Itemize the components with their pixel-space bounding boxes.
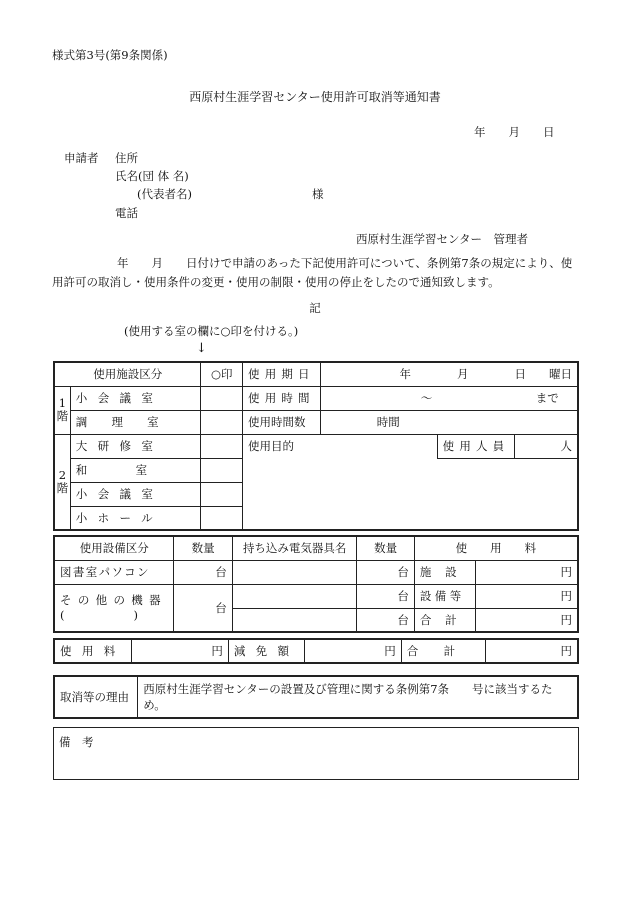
arrow-down-icon: ↓ [196,341,207,356]
mark-cell[interactable] [201,386,243,410]
room-kitchen: 調理室 [70,410,201,434]
representative-label: (代表者名) [137,187,192,201]
hours-value[interactable]: 時間 [320,410,578,434]
discount-label: 減免額 [228,639,305,663]
fee-equipment-label: 設備等 [414,584,476,608]
fee-equipment-value[interactable]: 円 [476,584,578,608]
instruction-text: (使用する室の欄に○印を付ける。) [124,324,299,338]
qty-unit[interactable]: 台 [357,608,414,632]
elec-item[interactable] [232,584,357,608]
fee-facility-label: 施設 [414,560,476,584]
reason-text[interactable] [138,676,578,718]
mark-header: ○印 [201,362,243,386]
people-label: 使用人員 [437,434,515,458]
date-value[interactable]: 年 月 日 曜日 [320,362,578,386]
qty-unit[interactable]: 台 [357,584,414,608]
purpose-field[interactable] [243,458,578,530]
reason-text-line-1: 西原村生涯学習センターの設置及び管理に関する条例第7条 号に該当するた [143,681,553,696]
qty-unit[interactable]: 台 [174,584,232,632]
room-small-hall: 小ホール [70,506,201,530]
floor-2-label: 2階 [54,434,70,530]
issuer: 西原村生涯学習センター 管理者 [356,232,529,246]
fee-facility-value[interactable]: 円 [476,560,578,584]
purpose-label: 使用目的 [243,434,438,458]
equip-other [54,584,174,632]
qty-header: 数量 [174,536,232,560]
form-number: 様式第3号(第9条関係) [52,48,168,62]
fee-value[interactable]: 円 [131,639,228,663]
elec-item[interactable] [232,560,357,584]
facility-table [53,361,579,531]
total-value[interactable]: 円 [486,639,578,663]
hours-label: 使用時間数 [243,410,321,434]
equip-other-label: その他の機器 [60,593,167,608]
mark-cell[interactable] [201,458,243,482]
time-value[interactable]: 〜 まで [320,386,578,410]
fee-label: 使用料 [54,639,131,663]
date-label: 使用期日 [243,362,321,386]
time-label: 使用時間 [243,386,321,410]
equipment-table [53,535,579,633]
room-large-training: 大研修室 [70,434,201,458]
fee-total-value[interactable]: 円 [476,608,578,632]
people-unit[interactable]: 人 [515,434,578,458]
room-small-meeting-2f: 小会議室 [70,482,201,506]
reason-table [53,675,579,719]
body-line-2: 用許可の取消し・使用条件の変更・使用の制限・使用の停止をしたので通知致します。 [52,275,500,289]
fee-table [53,638,579,664]
body-line-1: 年 月 日付けで申請のあった下記使用許可について、条例第7条の規定により、使 [117,256,573,270]
document-title: 西原村生涯学習センター使用許可取消等通知書 [189,90,441,104]
fee-header: 使 用 料 [414,536,578,560]
date-line: 年 月 日 [474,125,555,139]
mark-cell[interactable] [201,410,243,434]
ki-marker: 記 [309,301,321,315]
room-small-meeting-1f: 小会議室 [70,386,201,410]
total-label: 合計 [401,639,486,663]
mark-cell[interactable] [201,434,243,458]
address-label: 住所 [115,151,138,165]
floor-1-label: 1階 [54,386,70,434]
room-japanese: 和室 [70,458,201,482]
qty2-header: 数量 [357,536,414,560]
discount-value[interactable]: 円 [305,639,401,663]
remarks-field[interactable] [54,728,579,780]
facility-header: 使用施設区分 [54,362,201,386]
reason-label: 取消等の理由 [54,676,138,718]
applicant-label: 申請者 [64,151,99,165]
remarks-table [53,727,579,780]
reason-text-line-2: め。 [143,698,166,712]
equip-other-paren: ( ) [60,607,138,622]
equip-header: 使用設備区分 [54,536,174,560]
equip-library-pc: 図書室パソコン [54,560,174,584]
fee-total-label: 合計 [414,608,476,632]
elec-item[interactable] [232,608,357,632]
mark-cell[interactable] [201,482,243,506]
qty-unit[interactable]: 台 [357,560,414,584]
name-label: 氏名(団 体 名) [115,169,189,183]
phone-label: 電話 [115,206,138,220]
remarks-label: 備 考 [59,735,94,749]
sama-label: 様 [312,187,324,201]
qty-unit[interactable]: 台 [174,560,232,584]
mark-cell[interactable] [201,506,243,530]
elec-header: 持ち込み電気器具名 [232,536,357,560]
